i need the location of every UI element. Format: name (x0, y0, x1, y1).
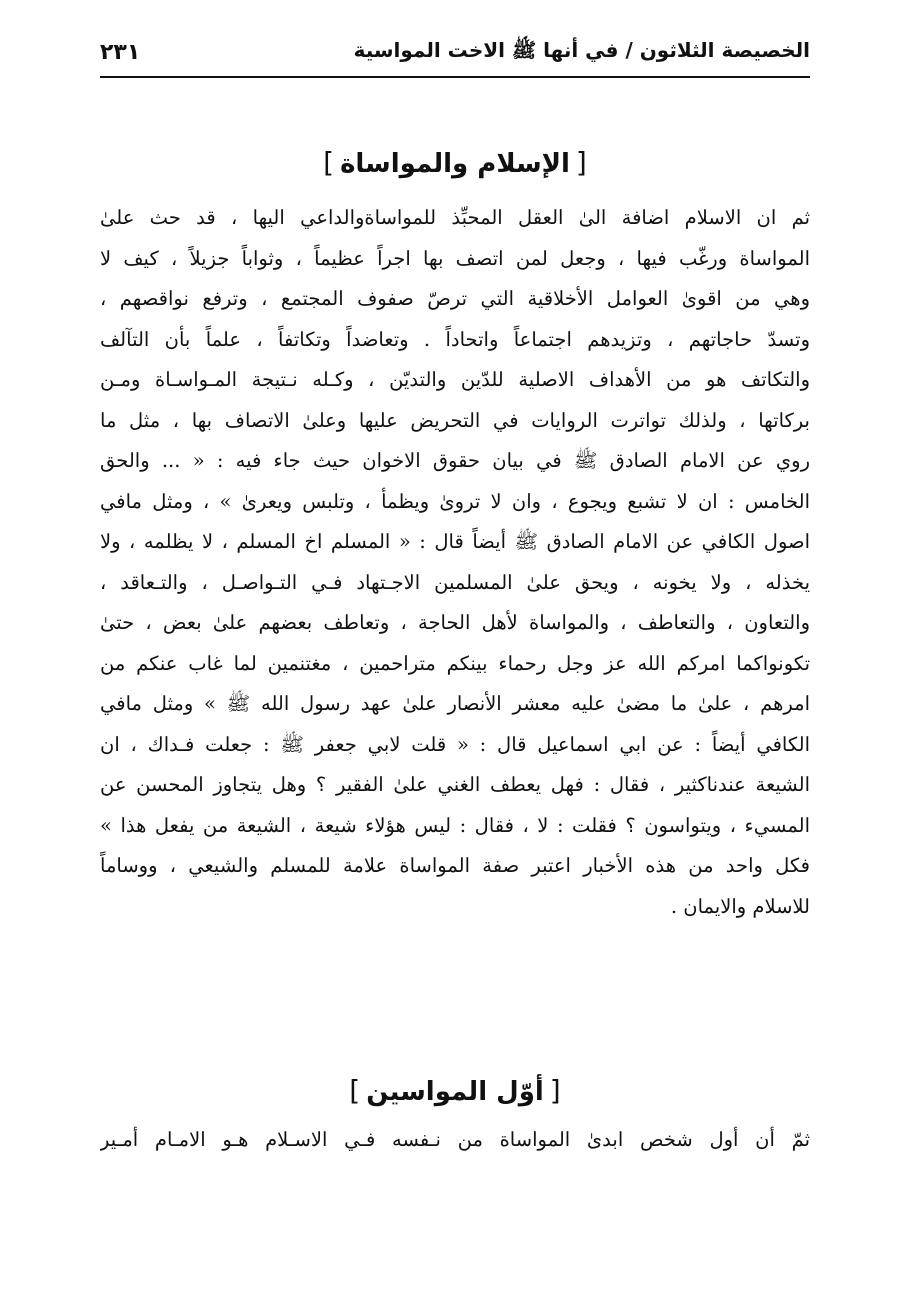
text-line: روي عن الامام الصادق ﷺ في بيان حقوق الاخوان حيث جاء فيه : « ... والحق (100, 449, 810, 472)
running-title: الخصيصة الثلاثون / في أنها ﷺ الاخت المواسية (353, 37, 810, 62)
text-line: ثمّ أن أول شخص ابدىٰ المواساة من نـفسه فـي الاسـلام هـو الامـام أمـير (100, 1128, 810, 1151)
text-line: والتعاون ، والتعاطف ، والمواساة لأهل الحاجة ، وتعاطف بعضهم علىٰ بعض ، حتىٰ (100, 611, 810, 634)
open-bracket: [ (575, 146, 587, 179)
page-number: ٢٣١ (100, 39, 141, 65)
text-line: وتسدّ حاجاتهم ، وتزيدهم اجتماعاً واتحاداً . وتعاضداً وتكاتفاً ، علماً بأن التآلف (100, 327, 810, 351)
text-line: فكل واحد من هذه الأخبار اعتبر صفة المواساة علامة للمسلم والشيعي ، ووساماً (100, 854, 810, 877)
text-line: ثم ان الاسلام اضافة الىٰ العقل المحبِّذ للمواساةوالداعي اليها ، قد حث علىٰ (100, 206, 810, 229)
text-line: المواساة ورغّب فيها ، وجعل لمن اتصف بها اجراً عظيماً ، وثواباً جزيلاً ، كيف لا (100, 246, 810, 270)
text-line: يخذله ، ولا يخونه ، ويحق علىٰ المسلمين الاجـتهاد فـي التـواصـل ، والتـعاقد ، (100, 570, 810, 594)
text-line: وهي من اقوىٰ العوامل الأخلاقية التي ترصّ صفوف المجتمع ، وترفع نواقصهم ، (100, 287, 810, 310)
text-line: المسيء ، ويتواسون ؟ فقلت : لا ، فقال : ليس هؤلاء شيعة ، الشيعة من يفعل هذا » (100, 813, 810, 837)
running-head (100, 30, 810, 74)
text-line: الخامس : ان لا تشبع ويجوع ، وان لا تروىٰ ويظمأ ، وتلبس ويعرىٰ » ، ومثل مافي (100, 489, 810, 513)
close-bracket: ] (349, 1074, 361, 1107)
body-paragraph-1 (100, 198, 810, 927)
body-paragraph-2 (100, 1120, 810, 1161)
text-line: امرهم ، علىٰ ما مضىٰ عليه معشر الأنصار علىٰ عهد رسول الله ﷺ » ومثل مافي (100, 692, 810, 715)
section-heading-islam-and-consolation (100, 146, 810, 179)
text-line: اصول الكافي عن الامام الصادق ﷺ أيضاً قال : « المسلم اخ المسلم ، لا يظلمه ، ولا (100, 530, 810, 553)
open-bracket: [ (549, 1074, 561, 1107)
text-line: بركاتها ، ولذلك تواترت الروايات في التحريض عليها وعلىٰ الاتصاف بها ، مثل ما (100, 408, 810, 432)
section-heading-first-consolers (100, 1074, 810, 1107)
text-line: الشيعة عندناكثير ، فقال : فهل يعطف الغني علىٰ الفقير ؟ وهل يتجاوز المحسن عن (100, 773, 810, 796)
text-line: الكافي أيضاً : عن ابي اسماعيل قال : « قلت لابي جعفر ﷺ : جعلت فـداك ، ان (100, 732, 810, 756)
text-line: والتكاتف هو من الأهداف الاصلية للدّين والتديّن ، وكـله نـتيجة المـواسـاة ومـن (100, 368, 810, 391)
header-rule (100, 76, 810, 78)
text-line: للاسلام والايمان . (670, 894, 810, 918)
section-heading-text: أوّل المواسين (366, 1077, 544, 1107)
text-line: تكونواكما امركم الله عز وجل رحماء بينكم متراحمين ، مغتنمين لما غاب عنكم من (100, 651, 810, 675)
section-heading-text: الإسلام والمواساة (340, 149, 570, 179)
close-bracket: ] (323, 146, 335, 179)
